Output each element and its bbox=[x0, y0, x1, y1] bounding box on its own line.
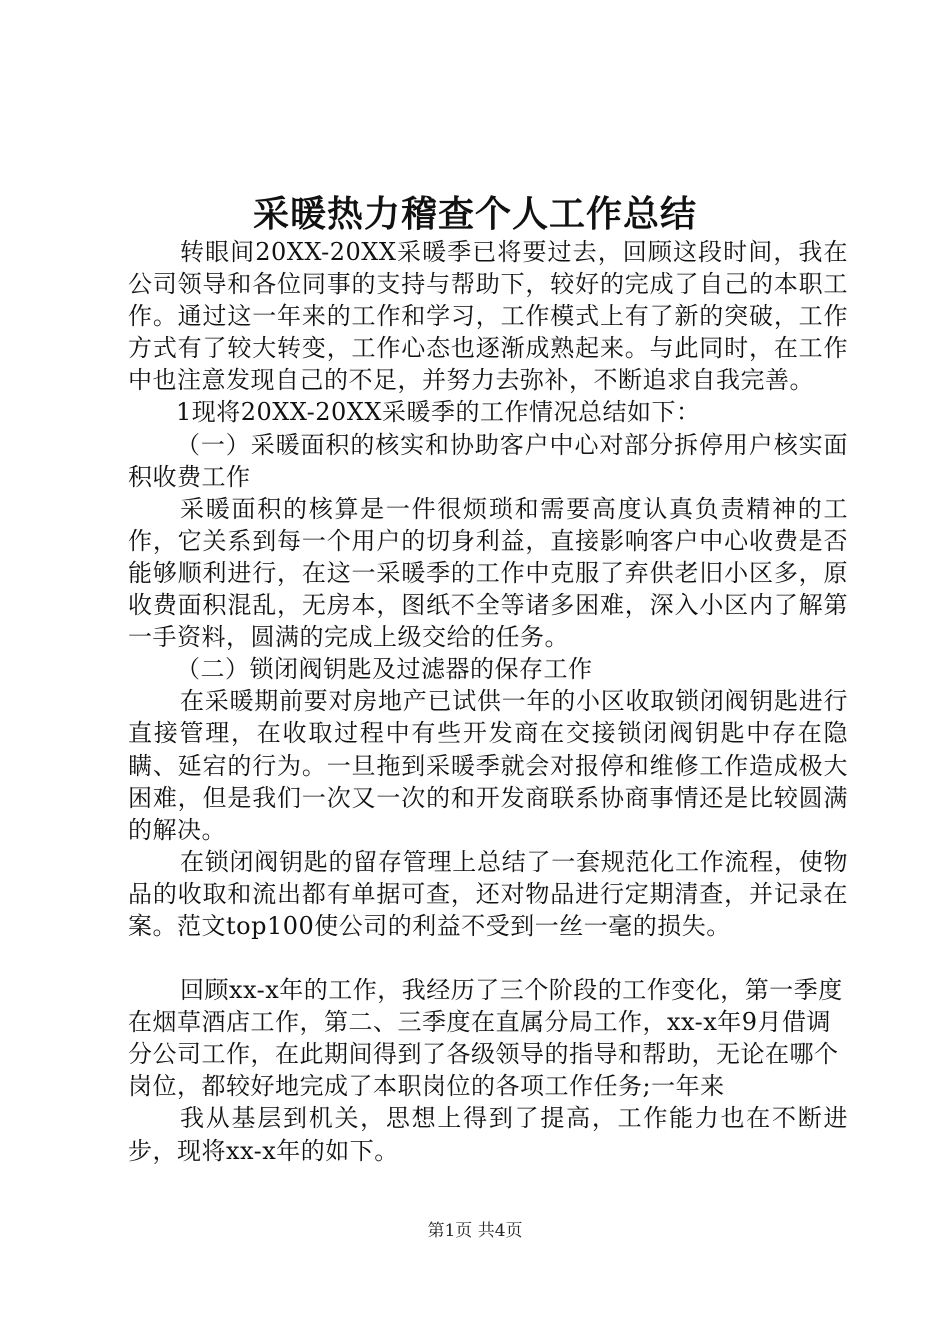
paragraph-valve-process: 在锁闭阀钥匙的留存管理上总结了一套规范化工作流程，使物品的收取和流出都有单据可查，还对物品进行定期清查，并记录在案。范文top100使公司的利益不受到一丝一毫的损失。 bbox=[128, 847, 848, 940]
page-footer: 第1页 共4页 bbox=[427, 1221, 523, 1241]
document-title: 采暖热力稽查个人工作总结 bbox=[252, 193, 697, 235]
paragraph-closing: 我从基层到机关，思想上得到了提高，工作能力也在不断进步，现将xx-x年的如下。 bbox=[128, 1104, 848, 1165]
paragraph-spacer bbox=[128, 942, 848, 974]
paragraph-valve-keys: 在采暖期前要对房地产已试供一年的小区收取锁闭阀钥匙进行直接管理，在收取过程中有些开发商在交接锁闭阀钥匙中存在隐瞒、延宕的行为。一旦拖到采暖季就会对报停和维修工作造成极大困难，但是我们一次又一次的和开发商联系协商事情还是比较圆满的解决。 bbox=[128, 687, 848, 844]
paragraph-review: 回顾xx-x年的工作，我经历了三个阶段的工作变化，第一季度在烟草酒店工作，第二、三季度在直属分局工作，xx-x年9月借调分公司工作，在此期间得到了各级领导的指导和帮助，无论在哪个岗位，都较好地完成了本职岗位的各项工作任务;一年来 bbox=[128, 976, 843, 1101]
section-heading-1: （一）采暖面积的核实和协助客户中心对部分拆停用户核实面积收费工作 bbox=[128, 430, 848, 491]
paragraph-summary-lead: 1现将20XX-20XX采暖季的工作情况总结如下： bbox=[176, 398, 701, 427]
paragraph-area-check: 采暖面积的核算是一件很烦琐和需要高度认真负责精神的工作，它关系到每一个用户的切身利益，直接影响客户中心收费是否能够顺利进行，在这一采暖季的工作中克服了弃供老旧小区多，原收费面积混乱，无房本，图纸不全等诸多困难，深入小区内了解第一手资料，圆满的完成上级交给的任务。 bbox=[128, 494, 848, 652]
document-body bbox=[128, 236, 848, 1167]
section-heading-2: （二）锁闭阀钥匙及过滤器的保存工作 bbox=[176, 655, 593, 684]
paragraph-intro: 转眼间20XX-20XX采暖季已将要过去，回顾这段时间，我在公司领导和各位同事的支持与帮助下，较好的完成了自己的本职工作。通过这一年来的工作和学习，工作模式上有了新的突破，工作方式有了较大转变，工作心态也逐渐成熟起来。与此同时，在工作中也注意发现自己的不足，并努力去弥补，不断追求自我完善。 bbox=[128, 238, 848, 395]
